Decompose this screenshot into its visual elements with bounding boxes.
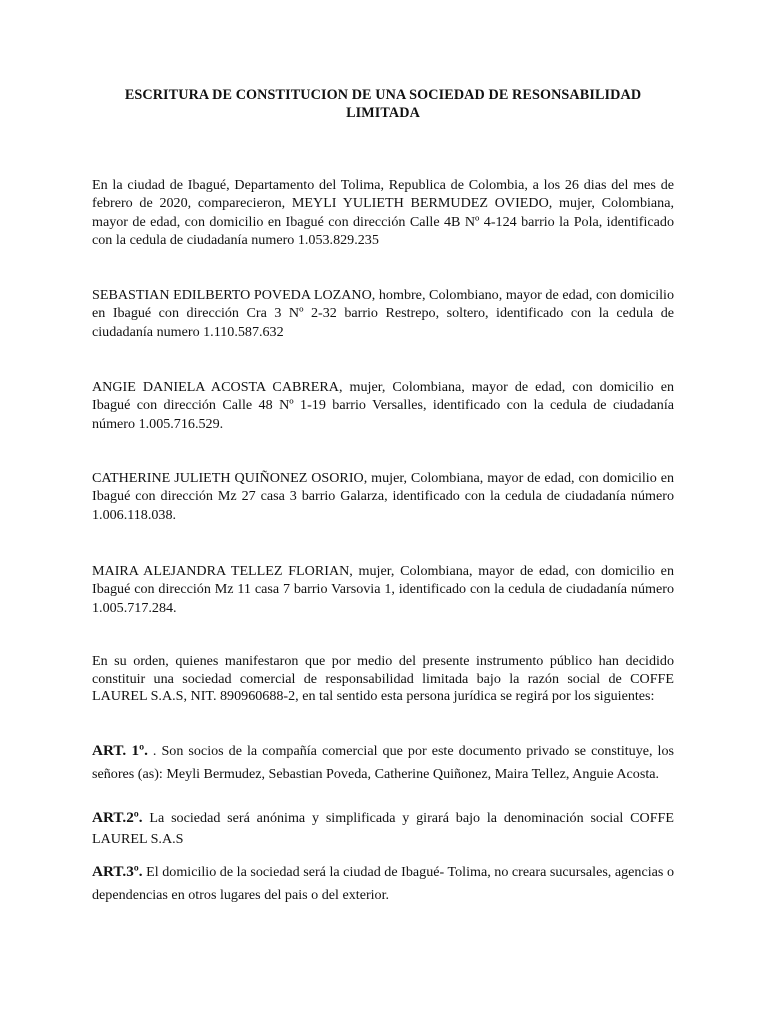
paragraph-sebastian: SEBASTIAN EDILBERTO POVEDA LOZANO, hombre, Colombiano, mayor de edad, con domicilio en Ibagué con dirección Cra 3 Nº 2-32 barrio Restrepo, soltero, identificado con la cedula de ciudadanía numero 1.110.587.632 (92, 287, 674, 340)
paragraph-razon-social: En su orden, quienes manifestaron que por medio del presente instrumento público han decidido constituir una sociedad comercial de responsabilidad limitada bajo la razón social de COFFE LAUREL S.A.S, NIT. 890960688-2, en tal sentido esta persona jurídica se regirá por los siguientes: (92, 653, 674, 704)
paragraph-maira: MAIRA ALEJANDRA TELLEZ FLORIAN, mujer, Colombiana, mayor de edad, con domicilio en Ibagué con dirección Mz 11 casa 7 barrio Varsovia 1, identificado con la cedula de ciudadanía número 1.005.717.284. (92, 563, 674, 616)
article-2 (92, 808, 674, 849)
article-1 (92, 740, 674, 785)
article-2-label: ART.2º. (92, 809, 143, 826)
document-title: ESCRITURA DE CONSTITUCION DE UNA SOCIEDAD DE RESONSABILIDAD LIMITADA (124, 87, 642, 121)
article-1-label: ART. 1º. (92, 742, 148, 759)
article-3-label: ART.3º. (92, 863, 143, 880)
article-1-text: . Son socios de la compañía comercial que por este documento privado se constituye, los señores (as): Meyli Bermudez, Sebastian Poveda, Catherine Quiñonez, Maira Tellez, Anguie Acosta. (92, 743, 674, 782)
article-3 (92, 860, 674, 907)
paragraph-angie: ANGIE DANIELA ACOSTA CABRERA, mujer, Colombiana, mayor de edad, con domicilio en Ibagué con dirección Calle 48 Nº 1-19 barrio Versalles, identificado con la cedula de ciudadanía número 1.005.716.529. (92, 379, 674, 432)
article-3-text: El domicilio de la sociedad será la ciudad de Ibagué- Tolima, no creara sucursales, agencias o dependencias en otros lugares del pais o del exterior. (92, 864, 674, 903)
paragraph-comparecientes-meyli: En la ciudad de Ibagué, Departamento del Tolima, Republica de Colombia, a los 26 dias del mes de febrero de 2020, comparecieron, MEYLI YULIETH BERMUDEZ OVIEDO, mujer, Colombiana, mayor de edad, con domicilio en Ibagué con dirección Calle 4B Nº 4-124 barrio la Pola, identificado con la cedula de ciudadanía numero 1.053.829.235 (92, 177, 674, 248)
article-2-text: La sociedad será anónima y simplificada y girará bajo la denominación social COFFE LAUREL S.A.S (92, 810, 674, 847)
paragraph-catherine: CATHERINE JULIETH QUIÑONEZ OSORIO, mujer, Colombiana, mayor de edad, con domicilio en Ibagué con dirección Mz 27 casa 3 barrio Galarza, identificado con la cedula de ciudadanía número 1.006.118.038. (92, 470, 674, 523)
